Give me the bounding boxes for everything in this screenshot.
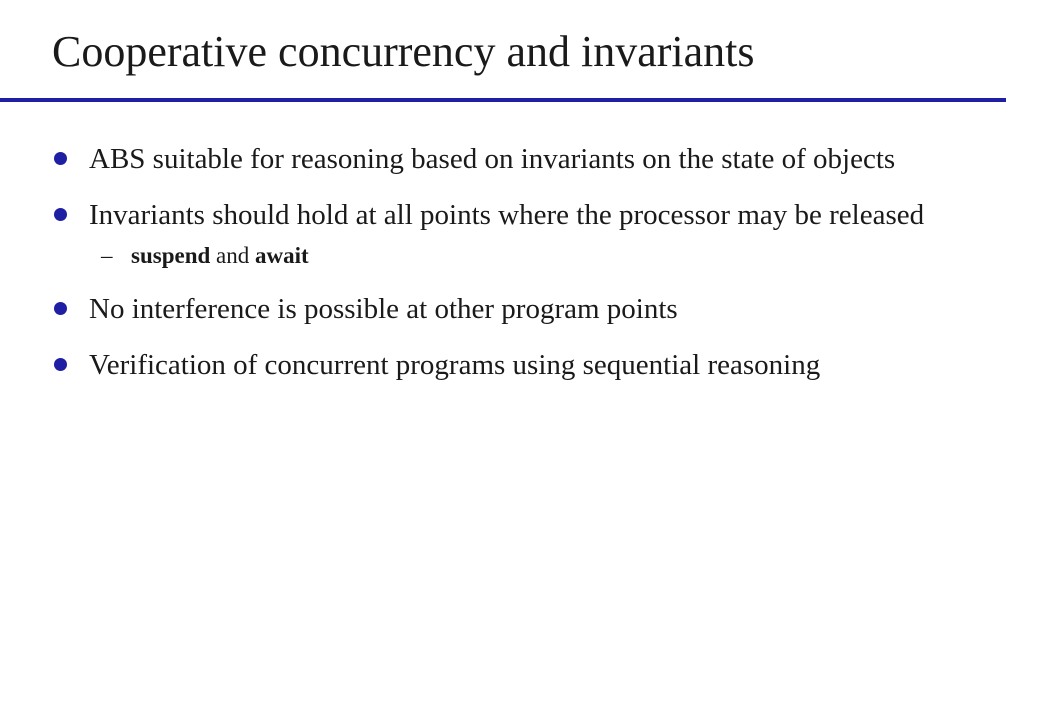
bullet-item-4 — [0, 344, 929, 386]
bullet-item-1 — [0, 138, 929, 180]
bullet-text: No interference is possible at other program points — [89, 293, 678, 325]
bullet-item-3 — [0, 288, 929, 330]
sub-bullet-conjunction: and — [210, 243, 255, 268]
sub-bullet-list — [89, 238, 929, 274]
bullet-dot-icon — [54, 302, 67, 315]
keyword-suspend: suspend — [131, 243, 211, 268]
bullet-dot-icon — [54, 358, 67, 371]
bullet-dot-icon — [54, 152, 67, 165]
slide-title: Cooperative concurrency and invariants — [52, 27, 755, 76]
bullet-text: ABS suitable for reasoning based on invariants on the state of objects — [89, 143, 896, 175]
bullet-item-2 — [0, 194, 929, 274]
keyword-await: await — [255, 243, 309, 268]
sub-bullet-item — [89, 238, 929, 274]
bullet-text: Verification of concurrent programs using sequential reasoning — [89, 349, 821, 381]
bullet-list — [0, 138, 1039, 400]
title-divider — [0, 98, 1006, 102]
bullet-dot-icon — [54, 208, 67, 221]
bullet-text: Invariants should hold at all points where the processor may be released — [89, 199, 925, 231]
dash-icon: – — [101, 243, 113, 268]
